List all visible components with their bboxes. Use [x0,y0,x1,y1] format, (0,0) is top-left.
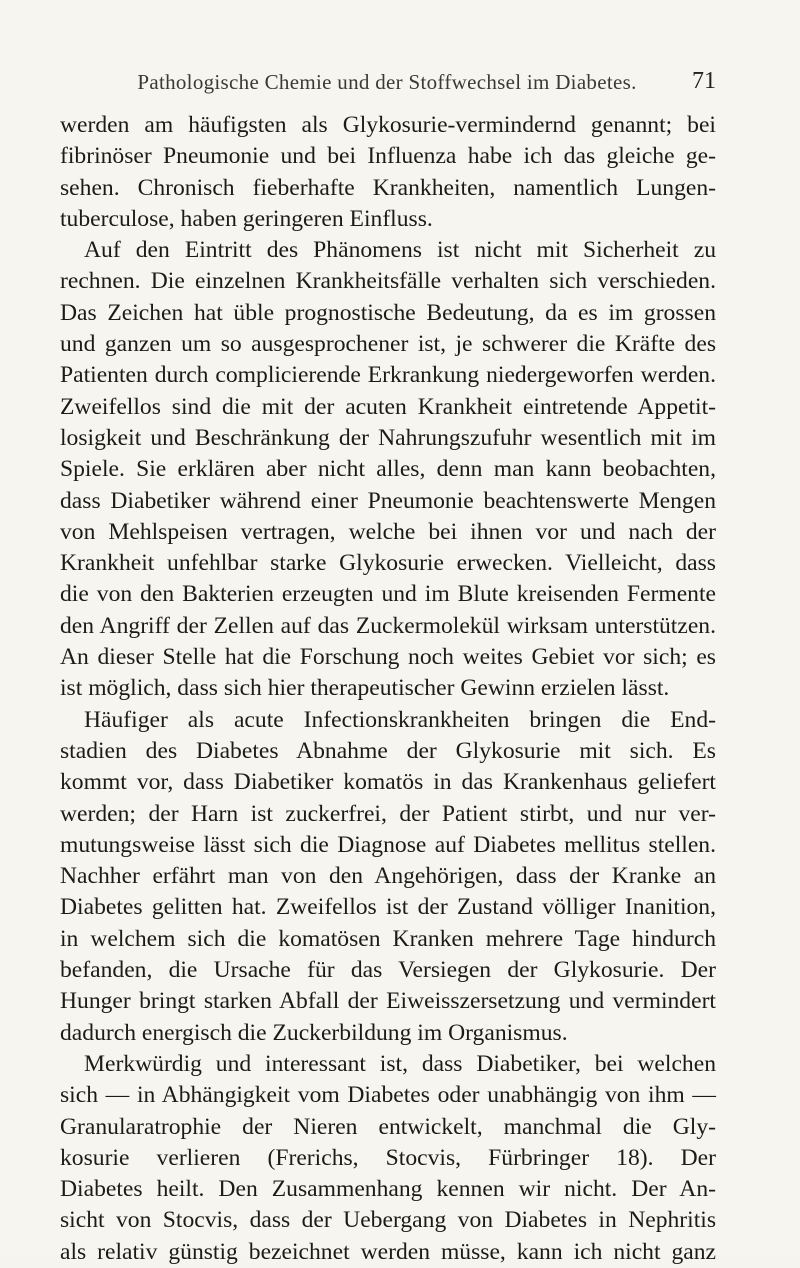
text-line: tuberculose, haben geringeren Einfluss. [60,205,433,232]
page-number: 71 [692,68,716,94]
text-line: die von den Bakterien erzeugten und im Blute kreisenden Fermente [60,581,716,608]
text-line: sicht von Stocvis, dass der Uebergang von Diabetes in Nephritis [60,1207,716,1234]
paragraph [60,235,716,704]
text-line: Diabetes gelitten hat. Zweifellos ist der Zustand völliger Inanition, [60,894,716,921]
text-line: dass Diabetiker während einer Pneumonie beachtenswerte Mengen [60,487,716,514]
text-line: sich — in Abhängigkeit vom Diabetes oder unabhängig von ihm — [60,1082,716,1109]
text-line: Granularatrophie der Nieren entwickelt, manchmal die Gly- [60,1113,716,1140]
paragraph [60,705,716,1049]
text-line: dadurch energisch die Zuckerbildung im Organismus. [60,1019,568,1046]
text-line: und ganzen um so ausgesprochener ist, je schwerer die Kräfte des [60,331,716,358]
text-line: Krankheit unfehlbar starke Glykosurie erwecken. Vielleicht, dass [60,550,716,577]
text-line: von Mehlspeisen vertragen, welche bei ihnen vor und nach der [60,518,716,545]
text-line: werden am häufigsten als Glykosurie-vermindernd genannt; bei [60,112,716,138]
text-line: befanden, die Ursache für das Versiegen der Glykosurie. Der [60,957,716,984]
text-line: Zweifellos sind die mit der acuten Krankheit eintretende Appetit- [60,393,716,420]
text-line: ist möglich, dass sich hier therapeutischer Gewinn erzielen lässt. [60,675,670,702]
paragraph [60,1049,716,1268]
text-line: Nachher erfährt man von den Angehörigen, dass der Kranke an [60,863,716,890]
text-line: Patienten durch complicierende Erkrankung niedergeworfen werden. [60,362,716,389]
text-line: An dieser Stelle hat die Forschung noch weites Gebiet vor sich; es [60,644,716,671]
text-line: kommt vor, dass Diabetiker komatös in das Krankenhaus geliefert [60,769,716,796]
running-head-title: Pathologische Chemie und der Stoffwechsel im Diabetes. [137,70,637,94]
text-line: Diabetes heilt. Den Zusammenhang kennen wir nicht. Der An- [60,1176,716,1203]
text-line: sehen. Chronisch fieberhafte Krankheiten, namentlich Lungen- [60,174,716,201]
text-line: Das Zeichen hat üble prognostische Bedeutung, da es im grossen [60,299,716,326]
text-line: den Angriff der Zellen auf das Zuckermolekül wirksam unterstützen. [60,612,716,639]
text-line: werden; der Harn ist zuckerfrei, der Patient stirbt, und nur ver- [60,800,716,827]
body-text [60,110,716,1268]
text-line: rechnen. Die einzelnen Krankheitsfälle verhalten sich verschieden. [60,268,716,295]
text-line: fibrinöser Pneumonie und bei Influenza habe ich das gleiche ge- [60,143,716,170]
text-line: kosurie verlieren (Frerichs, Stocvis, Fürbringer 18). Der [60,1144,716,1171]
text-line: mutungsweise lässt sich die Diagnose auf Diabetes mellitus stellen. [60,831,716,858]
text-line: in welchem sich die komatösen Kranken mehrere Tage hindurch [60,925,716,952]
text-line: stadien des Diabetes Abnahme der Glykosurie mit sich. Es [60,737,716,764]
text-line: als relativ günstig bezeichnet werden müsse, kann ich nicht ganz [60,1238,716,1265]
text-line: Spiele. Sie erklären aber nicht alles, denn man kann beobachten, [60,456,716,483]
text-line: losigkeit und Beschränkung der Nahrungszufuhr wesentlich mit im [60,424,716,451]
text-line: Hunger bringt starken Abfall der Eiweisszersetzung und vermindert [60,988,716,1015]
running-header [118,70,716,110]
text-line: Auf den Eintritt des Phänomens ist nicht mit Sicherheit zu [84,237,716,264]
paragraph [60,110,716,235]
text-line: Häufiger als acute Infectionskrankheiten bringen die End- [84,706,716,733]
text-line: Merkwürdig und interessant ist, dass Diabetiker, bei welchen [84,1050,716,1077]
